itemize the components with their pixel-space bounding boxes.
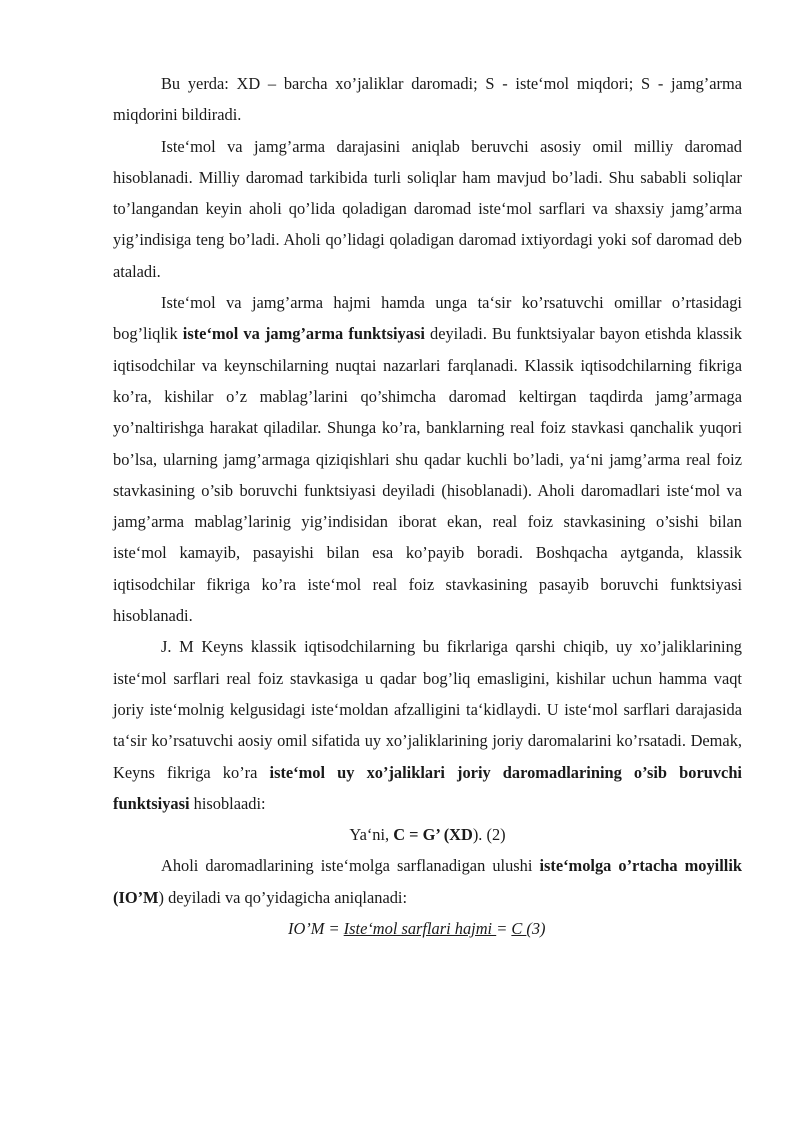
text: ) deyiladi va qo’yidagicha aniqlanadi: (158, 887, 408, 907)
formula-number: (3) (526, 919, 546, 939)
text: Aholi daromadlarining iste‘molga sarflanadigan ulushi (161, 856, 540, 876)
formula-numerator-symbol: C (511, 919, 527, 939)
text: Bu yerda: XD – barcha xo’jaliklar daromadi; S - iste‘mol miqdori; S - jamg’arma miqdorini bildiradi. (113, 74, 742, 125)
bold-term: iste‘molga o’rtacha moyillik (IO’M (113, 856, 742, 907)
paragraph-consumption-function (113, 287, 742, 631)
text: J. M Keyns klassik iqtisodchilarning bu fikrlariga qarshi chiqib, uy xo’jaliklarining iste‘mol sarflari real foiz stavkasiga u qadar bog’liq emasligini, kishilar uchun hamma vaqt joriy iste‘molnig kelgusidagi iste‘moldan afzalligini ta‘kidlaydi. U iste‘mol sarflari darajasida ta‘sir ko’rsatuvchi aosiy omil sifatida uy xo’jaliklarining joriy daromalarini ko’rsatadi. Demak, Keyns fikriga ko’ra (113, 637, 742, 782)
paragraph-average-propensity (113, 850, 742, 913)
paragraph-keynes (113, 631, 742, 819)
paragraph-national-income (113, 131, 742, 287)
formula-numerator-label: Iste‘mol sarflari hajmi (343, 919, 497, 939)
formula-expression: C = G’ (XD (393, 825, 473, 845)
bold-term: iste‘mol uy xo’jaliklari joriy daromadlarining o’sib boruvchi funktsiyasi (113, 762, 742, 813)
text: Iste‘mol va jamg’arma darajasini aniqlab beruvchi asosiy omil milliy daromad hisoblanadi. Milliy daromad tarkibida turli soliqlar ham mavjud bo’ladi. Shu sababli soliqlar to’langandan keyin aholi qo’lida qoladigan daromad iste‘mol sarflari va shaxsiy jamg’arma yig’indisiga teng bo’ladi. Aholi qo’lidagi qoladigan daromad ixtiyordagi yoki sof daromad deb ataladi. (113, 136, 742, 281)
paragraph-definitions (113, 68, 742, 131)
formula-2 (113, 819, 742, 850)
formula-equals: = (496, 919, 512, 939)
formula-3 (113, 913, 742, 944)
document-page (113, 68, 742, 944)
text: deyiladi. Bu funktsiyalar bayon etishda klassik iqtisodchilar va keynschilarning nuqtai nazarlari farqlanadi. Klassik iqtisodchilarning fikriga ko’ra, kishilar o’z mablag’larini qo’shimcha daromad keltirgan taqdirda jamg’armaga yo’naltirishga harakat qiladilar. Shunga ko’ra, banklarning real foiz stavkasi qanchalik yuqori bo’lsa, ularning jamg’armaga qiziqishlari shu qadar kuchli bo’ladi, ya‘ni jamg’arma real foiz stavkasining o’sib boruvchi funktsiyasi deyiladi (hisoblanadi). Aholi daromadlari iste‘mol va jamg’arma mablag’larinig yig’indisidan iborat ekan, real foiz stavkasining o’sishi bilan iste‘mol kamayib, pasayishi bilan esa ko’payib boradi. Boshqacha aytganda, klassik iqtisodchilar fikriga ko’ra iste‘mol real foiz stavkasining pasayib boruvchi funktsiyasi hisoblanadi. (113, 324, 742, 626)
text: ). (2) (472, 825, 506, 845)
text: Ya‘ni, (349, 825, 394, 845)
text: hisoblaadi: (189, 793, 266, 813)
formula-lhs: IO’M = (288, 919, 344, 939)
bold-term: iste‘mol va jamg’arma funktsiyasi (182, 324, 425, 344)
text: Iste‘mol va jamg’arma hajmi hamda unga ta‘sir ko’rsatuvchi omillar o’rtasidagi bog’liqlik (113, 293, 742, 344)
